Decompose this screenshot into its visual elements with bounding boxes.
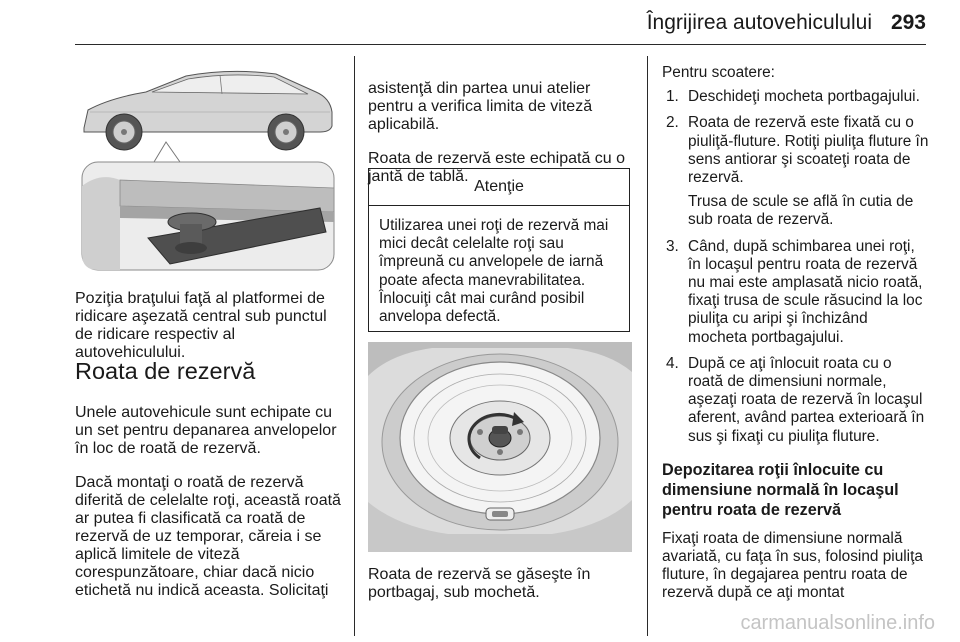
paragraph: Fixaţi roata de dimensiune normală avariată, cu faţa în sus, folosind piuliţa fluture, în degajarea pentru roata de rezervă după ce aţi montat: [662, 529, 923, 602]
page-header-title: Îngrijirea autovehiculului: [646, 11, 872, 34]
paragraph: Unele autovehicule sunt echipate cu un set pentru depanarea anvelopelor în loc de roată de rezervă.: [75, 404, 337, 457]
step-text: Roata de rezervă este fixată cu o piuliţă-fluture. Rotiţi piuliţa fluture în sens antiorar şi scoateţi roata de rezervă.: [688, 114, 929, 187]
warning-text: Utilizarea unei roţi de rezervă mai mici decât celelalte roţi sau împreună cu anvelopele de iarnă poate afecta manevrabilitatea. Înlocuiţi cât mai curând posibil anvelopa defectă.: [379, 217, 609, 326]
column-divider-left: [354, 56, 355, 636]
paragraph: asistenţă din partea unui atelier pentru a verifica limita de viteză aplicabilă.: [368, 80, 593, 133]
header-divider: [75, 44, 926, 45]
steps-list: [662, 88, 930, 446]
list-item: [662, 238, 930, 347]
page-number: 293: [890, 11, 926, 34]
spare-wheel-illustration: [368, 342, 632, 552]
step-text: Deschideţi mocheta portbagajului.: [688, 88, 920, 106]
paragraph: Roata de rezervă este echipată cu o jantă de tablă.: [368, 150, 626, 185]
list-item: [662, 114, 930, 229]
figure-caption-lifting: Poziţia braţului faţă al platformei de ridicare aşezată central sub punctul de ridicare respectiv al autovehiculului.: [75, 290, 327, 361]
list-item: [662, 88, 930, 106]
column-1-body: [75, 388, 343, 616]
car-lifting-illustration: [80, 62, 336, 272]
intro-text: Pentru scoatere:: [662, 64, 775, 81]
step-number: 3.: [666, 237, 679, 255]
step-text: Când, după schimbarea unei roţi, în locaşul pentru roata de rezervă nu mai este amplasată nicio roată, fixaţi trusa de scule răsucind la loc piuliţa cu aripi şi închizând mocheta portbagajului.: [688, 237, 923, 346]
column-divider-right: [647, 56, 648, 636]
paragraph: Dacă montaţi o roată de rezervă diferită de celelalte roţi, această roată ar putea fi clasificată ca roată de rezervă de uz temporar, căreia i se aplică limitele de viteză corespunzătoare, chiar dacă nicio etichetă nu indică aceasta. Solicitaţi: [75, 474, 341, 599]
step-note: Trusa de scule se află în cutia de sub roata de rezervă.: [688, 193, 914, 229]
column-3-body: [662, 64, 930, 609]
step-number: 2.: [666, 114, 679, 132]
step-text: După ce aţi înlocuit roata cu o roată de dimensiuni normale, aşezaţi roata de rezervă în locaşul aferent, având partea exterioară în sus şi fixaţi cu piuliţa fluture.: [688, 354, 925, 445]
figure-caption-spare-wheel: Roata de rezervă se găseşte în portbagaj, sub mochetă.: [368, 566, 591, 601]
section-heading-spare-wheel: Roata de rezervă: [75, 358, 256, 384]
list-item: [662, 355, 930, 446]
step-number: 4.: [666, 354, 679, 372]
warning-title: Atenţie: [369, 169, 629, 206]
subheading-storing-wheel: Depozitarea roţii înlocuite cu dimensiune normală în locaşul pentru roata de rezervă: [662, 460, 899, 519]
warning-box: [368, 168, 630, 332]
step-number: 1.: [666, 88, 679, 106]
watermark-text: carmanualsonline.info: [740, 612, 935, 634]
